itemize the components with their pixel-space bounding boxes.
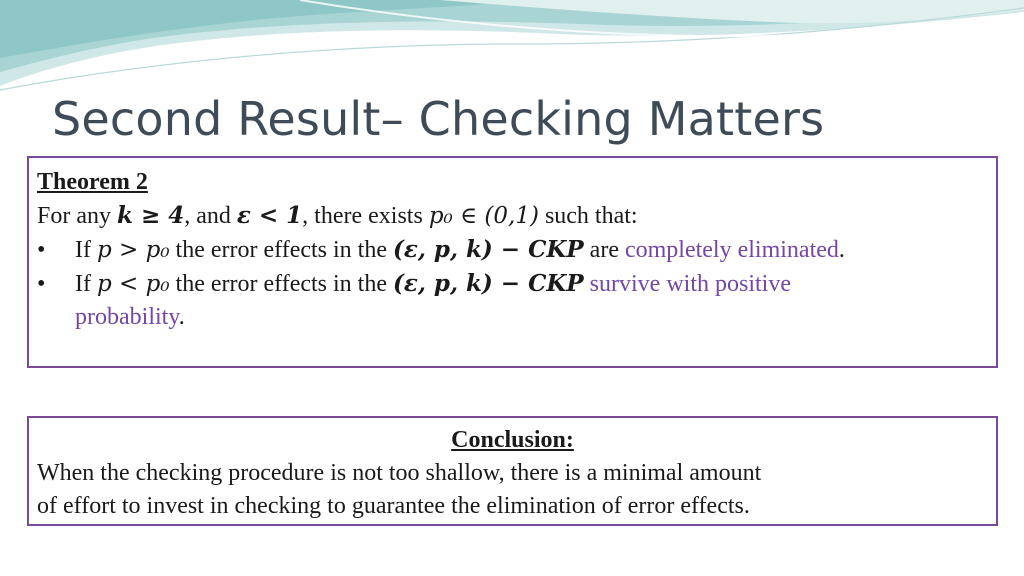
math-p-greater: p > p₀ <box>96 237 170 263</box>
math-ckp: (ε, p, k) − CKP <box>393 270 584 297</box>
statement-text: , there exists <box>302 203 429 229</box>
header-wave-decoration <box>0 0 1024 100</box>
theorem-statement <box>37 199 988 233</box>
theorem-heading: Theorem 2 <box>37 169 148 195</box>
bullet-text: If <box>75 237 97 263</box>
bullet-text: the error effects in the <box>169 237 393 263</box>
highlight-completely-eliminated: completely eliminated <box>624 237 839 263</box>
conclusion-box <box>27 416 998 526</box>
bullet-text: . <box>838 237 845 263</box>
conclusion-heading: Conclusion: <box>451 427 574 453</box>
theorem-bullet-1 <box>37 233 988 267</box>
math-epsilon-condition: ε < 1 <box>236 202 303 229</box>
bullet-marker: • <box>37 237 46 263</box>
highlight-survive: survive with positive <box>589 271 791 297</box>
bullet-marker: • <box>37 271 46 297</box>
bullet-text: the error effects in the <box>169 271 393 297</box>
theorem-bullet-2 <box>37 267 988 301</box>
highlight-probability: probability <box>75 304 179 330</box>
bullet-text: . <box>178 304 185 330</box>
statement-text: such that: <box>538 203 638 229</box>
slide-title: Second Result– Checking Matters <box>52 92 825 146</box>
math-k-condition: k ≥ 4 <box>117 202 185 229</box>
math-ckp: (ε, p, k) − CKP <box>393 236 584 263</box>
bullet-text: If <box>75 271 97 297</box>
bullet-text: are <box>583 237 625 263</box>
conclusion-line-2: of effort to invest in checking to guarantee the elimination of error effects. <box>37 493 750 519</box>
math-p0-range: p₀ ∈ (0,1) <box>428 203 539 229</box>
statement-text: , and <box>184 203 237 229</box>
math-p-less: p < p₀ <box>96 271 170 297</box>
theorem-box <box>27 156 998 368</box>
statement-text: For any <box>37 203 117 229</box>
conclusion-line-1: When the checking procedure is not too shallow, there is a minimal amount <box>37 460 762 486</box>
theorem-bullet-2-continued <box>37 301 988 334</box>
